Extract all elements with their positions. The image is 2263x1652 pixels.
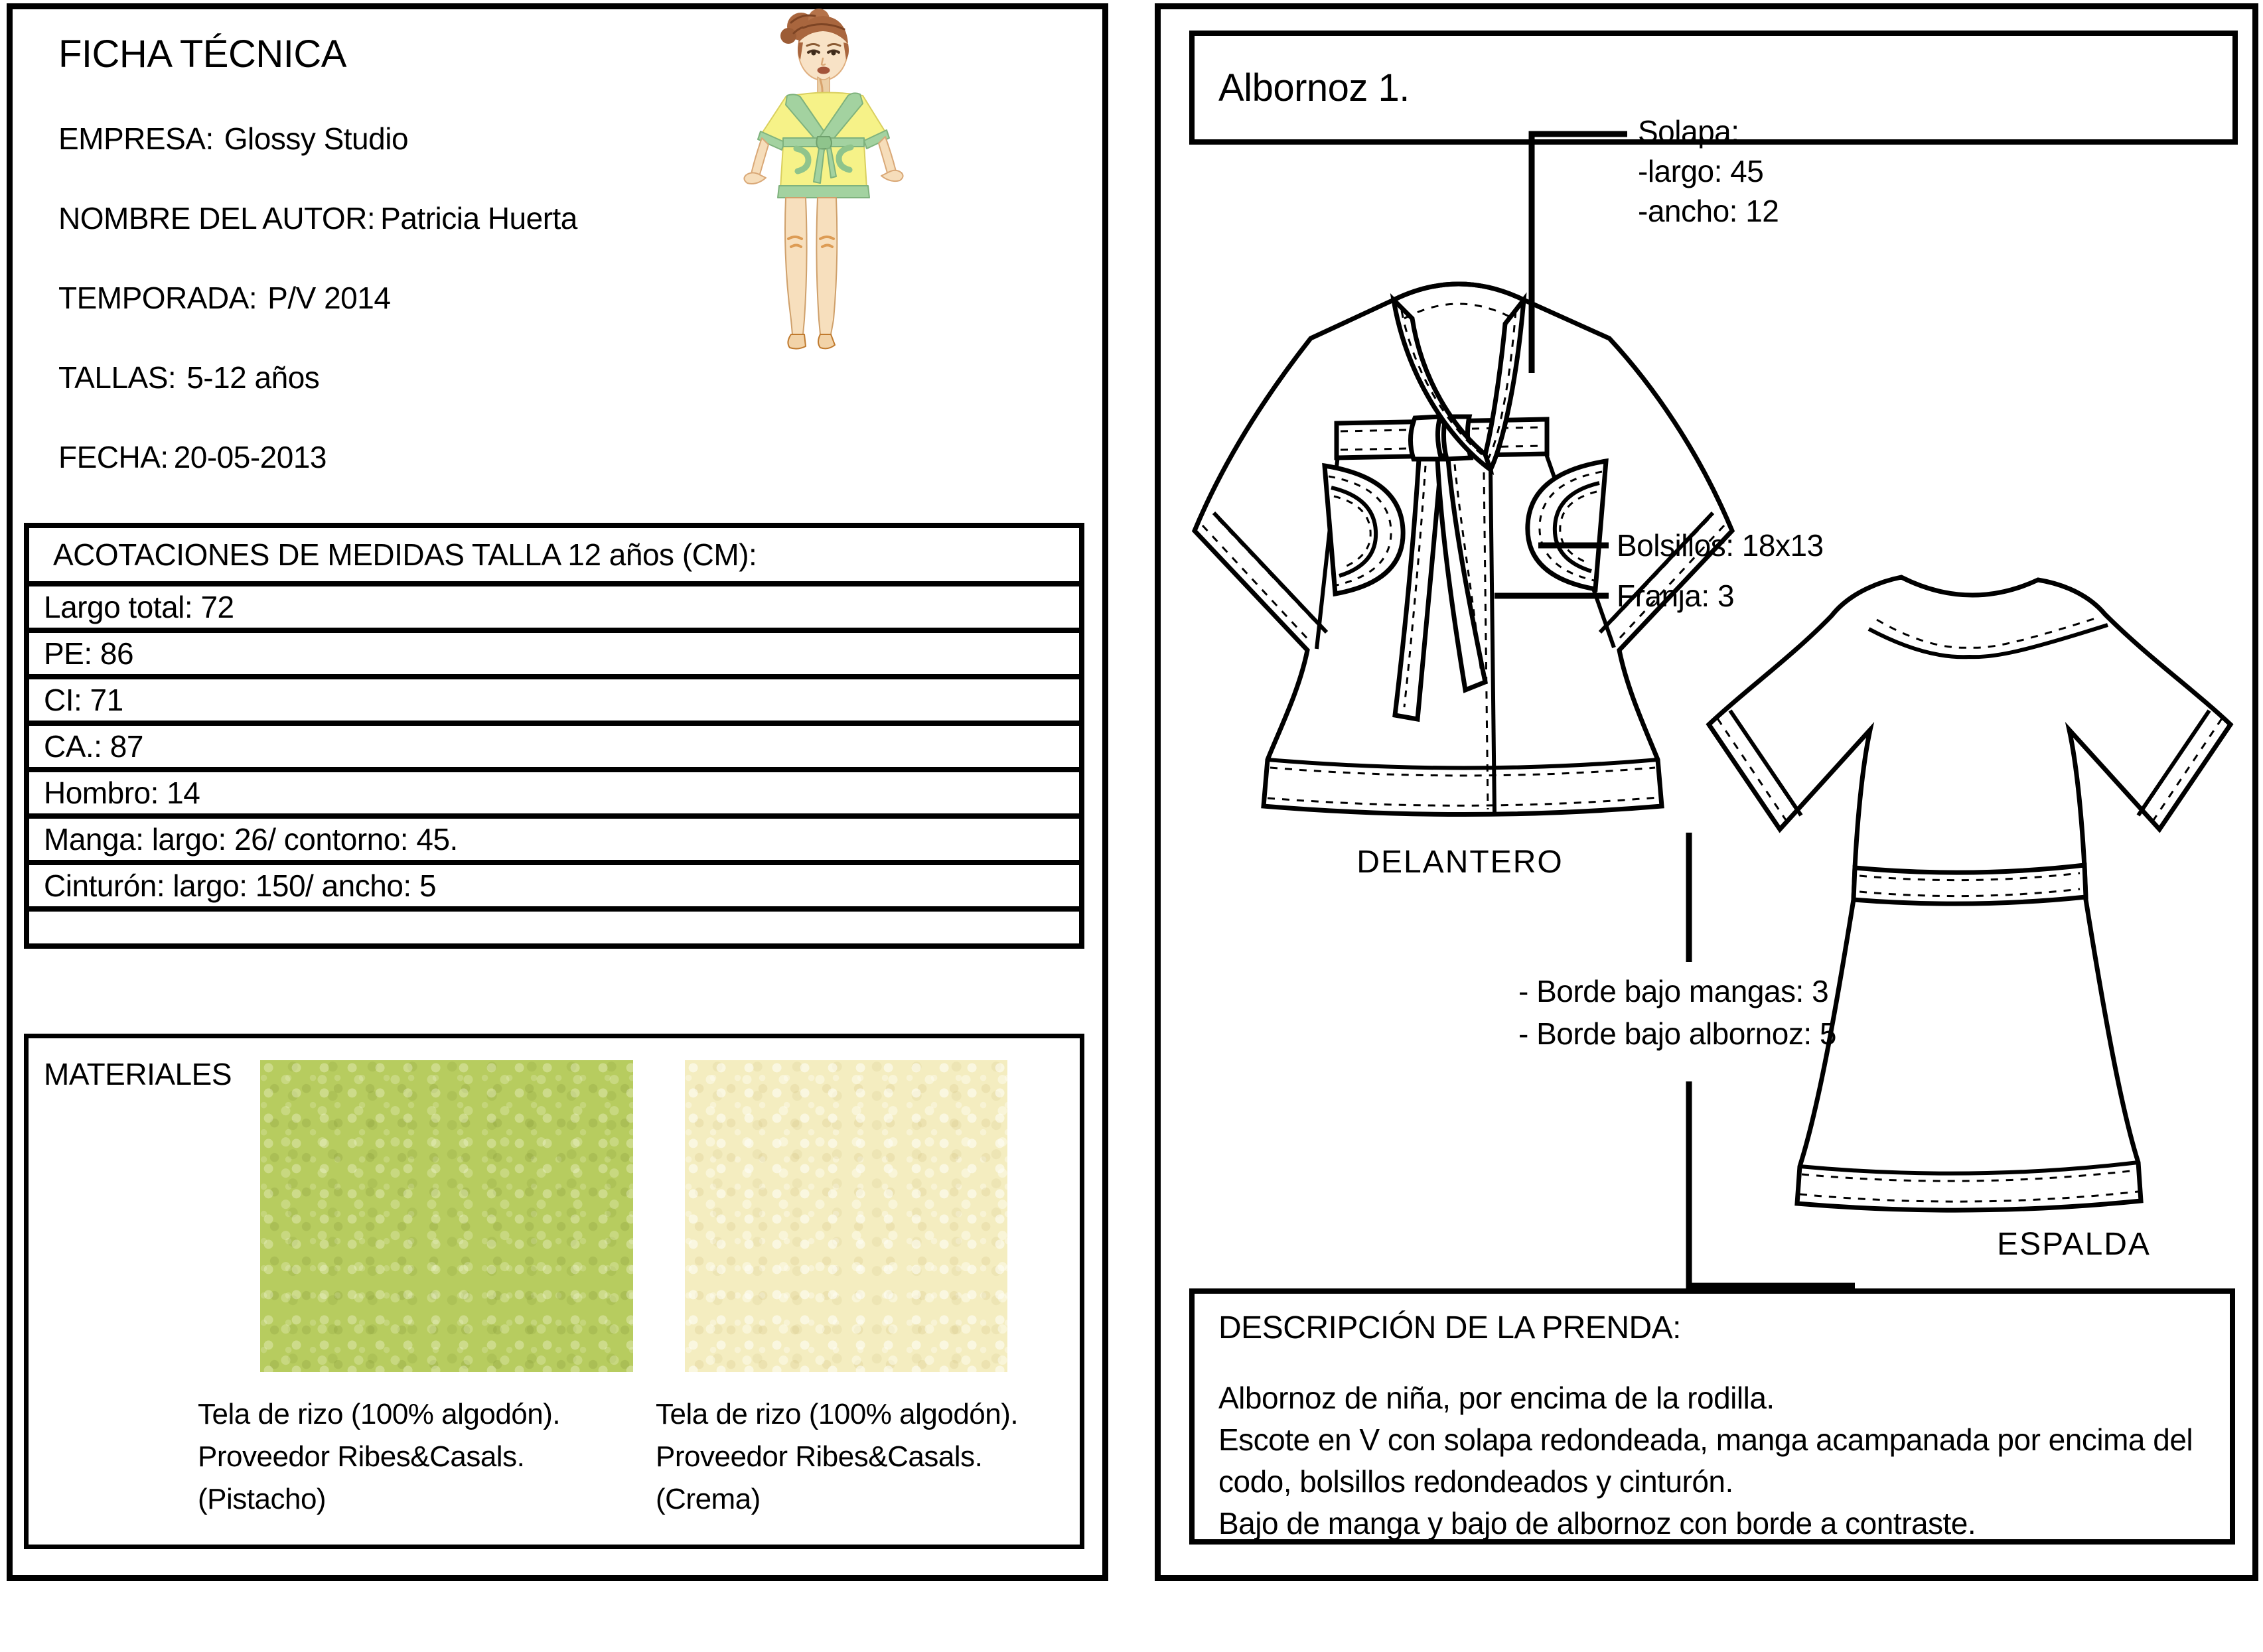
caption-line: Tela de rizo (100% algodón). (198, 1398, 561, 1430)
table-row-empty (29, 906, 1079, 943)
table-row-hombro: Hombro: 14 (29, 767, 1079, 813)
annotation-line: Solapa: (1638, 114, 1739, 149)
garment-title: Albornoz 1. (1218, 66, 1410, 109)
field-tallas-label: TALLAS: (58, 360, 177, 395)
field-autor-value: Patricia Huerta (380, 201, 577, 236)
table-row-manga: Manga: largo: 26/ contorno: 45. (29, 813, 1079, 860)
description-line: Bajo de manga y bajo de albornoz con borde a contraste. (1218, 1506, 1976, 1541)
franja-annotation: Franja: 3 (1617, 579, 1735, 613)
table-row-largo: Largo total: 72 (29, 581, 1079, 628)
field-fecha (58, 439, 327, 475)
annotation-line: - Borde bajo mangas: 3 (1518, 974, 1829, 1008)
borde-annotation (1518, 970, 1836, 1055)
measurements-table (24, 523, 1084, 949)
swatch-caption-crema (656, 1393, 1018, 1521)
description-line: Escote en V con solapa redondeada, manga acampanada por encima del (1218, 1422, 2193, 1457)
table-row-cinturon: Cinturón: largo: 150/ ancho: 5 (29, 860, 1079, 906)
solapa-annotation (1638, 111, 1779, 231)
table-row-pe: PE: 86 (29, 628, 1079, 674)
caption-line: (Crema) (656, 1483, 761, 1515)
description-title: DESCRIPCIÓN DE LA PRENDA: (1218, 1310, 1681, 1345)
field-temporada-value: P/V 2014 (267, 281, 391, 315)
field-temporada-label: TEMPORADA: (58, 281, 257, 315)
field-tallas-value: 5-12 años (186, 360, 320, 395)
measurements-header: ACOTACIONES DE MEDIDAS TALLA 12 años (CM): (53, 537, 757, 572)
bolsillos-annotation: Bolsillos: 18x13 (1617, 528, 1824, 563)
girl-in-robe-illustration (717, 8, 1049, 506)
materials-title: MATERIALES (44, 1057, 232, 1091)
table-row-ci: CI: 71 (29, 674, 1079, 721)
caption-line: Proveedor Ribes&Casals. (656, 1440, 983, 1473)
annotation-line: -ancho: 12 (1638, 194, 1779, 228)
back-view-label: ESPALDA (1997, 1227, 2151, 1262)
swatch-caption-pistacho (198, 1393, 560, 1521)
front-view-label: DELANTERO (1356, 845, 1564, 880)
table-row-ca: CA.: 87 (29, 721, 1079, 767)
terry-cream-swatch (685, 1060, 1007, 1372)
annotation-line: -largo: 45 (1638, 154, 1764, 188)
caption-line: Proveedor Ribes&Casals. (198, 1440, 525, 1473)
terry-pistachio-swatch (260, 1060, 633, 1372)
field-temporada (58, 280, 390, 316)
field-empresa-label: EMPRESA: (58, 121, 214, 156)
annotation-line: - Borde bajo albornoz: 5 (1518, 1016, 1836, 1051)
field-fecha-value: 20-05-2013 (173, 440, 327, 474)
description-line: Albornoz de niña, por encima de la rodilla. (1218, 1381, 1775, 1415)
back-view-drawing (1692, 551, 2250, 1227)
field-fecha-label: FECHA: (58, 440, 169, 474)
field-tallas (58, 360, 319, 395)
field-autor-label: NOMBRE DEL AUTOR: (58, 201, 376, 236)
field-empresa-value: Glossy Studio (224, 121, 409, 156)
description-text (1218, 1377, 2193, 1545)
caption-line: (Pistacho) (198, 1483, 327, 1515)
description-line: codo, bolsillos redondeados y cinturón. (1218, 1464, 1733, 1499)
field-autor (58, 200, 577, 236)
caption-line: Tela de rizo (100% algodón). (656, 1398, 1019, 1430)
field-empresa (58, 121, 408, 157)
page-title: FICHA TÉCNICA (58, 33, 346, 76)
